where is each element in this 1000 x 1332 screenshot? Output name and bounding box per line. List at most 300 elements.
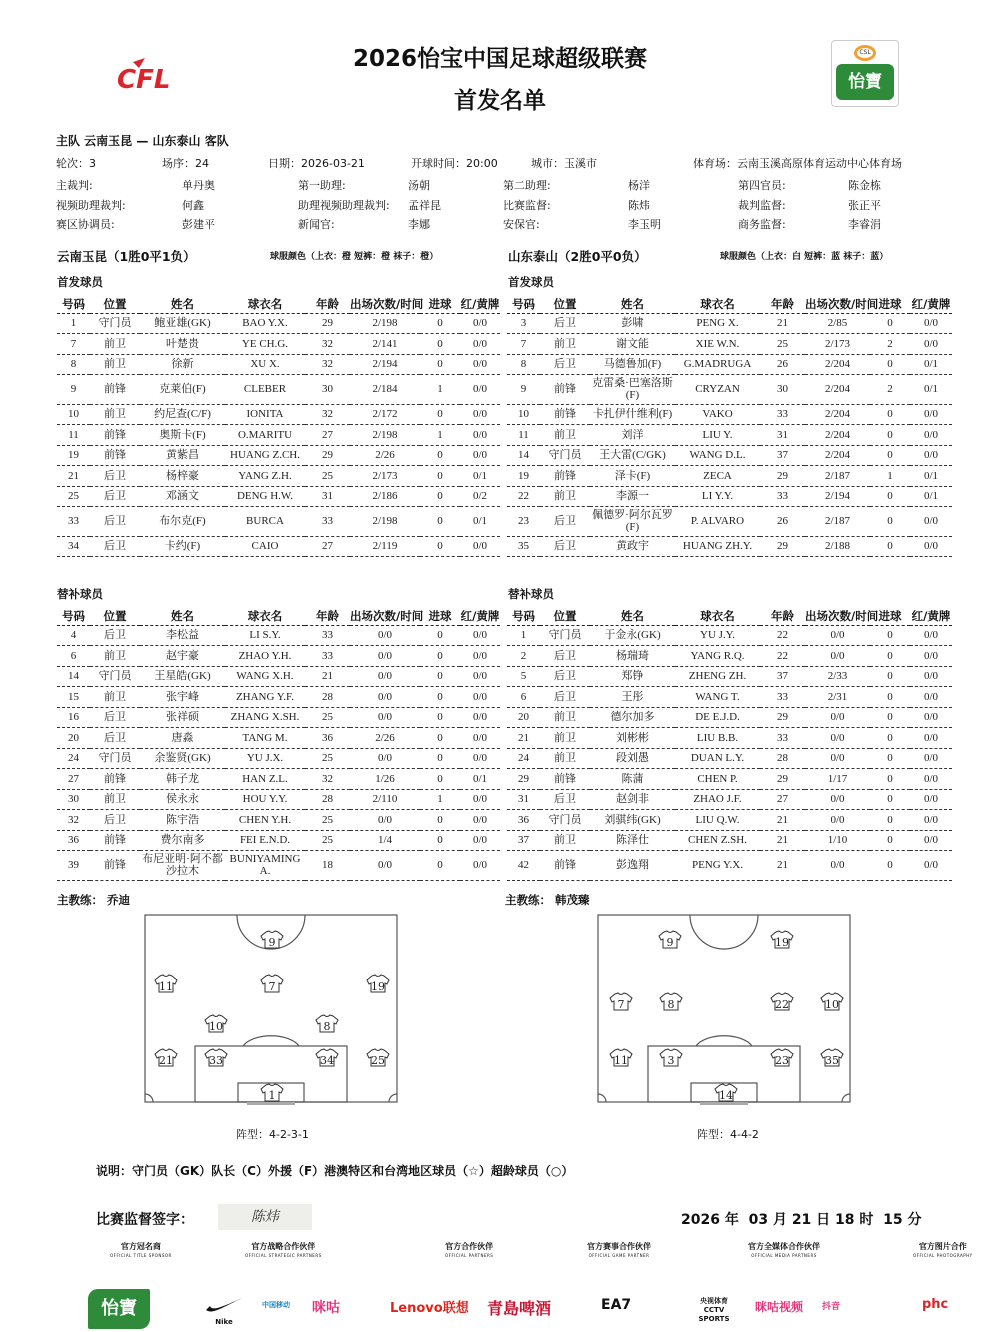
table-row (507, 445, 952, 466)
sponsor-category (913, 1242, 973, 1260)
table-row (507, 687, 952, 708)
cell-age: 29 (760, 536, 805, 557)
cell-name: 泽卡(F) (590, 466, 675, 487)
pitch-outline (598, 915, 850, 1102)
cell-appearances: 2/204 (805, 425, 870, 446)
table-row (507, 851, 952, 881)
cell-age: 33 (305, 646, 350, 667)
cell-number: 23 (507, 507, 540, 537)
cell-number: 20 (507, 707, 540, 728)
away-starters-label: 首发球员 (508, 275, 554, 289)
column-header-position: 位置 (90, 295, 140, 313)
official-value: 陈金栋 (848, 179, 881, 192)
cell-position: 后卫 (90, 625, 140, 646)
cell-age: 21 (760, 851, 805, 881)
cell-cards: 0/0 (460, 375, 500, 405)
cell-number: 19 (507, 466, 540, 487)
cell-shirt-name: IONITA (225, 404, 305, 425)
cell-cards: 0/0 (910, 830, 952, 851)
jersey-number: 34 (320, 1054, 334, 1067)
cell-cards: 0/0 (910, 707, 952, 728)
cell-shirt-name: WANG D.L. (675, 445, 760, 466)
player-jersey-icon (155, 975, 177, 993)
table-row (507, 313, 952, 334)
jersey-number: 19 (775, 936, 789, 949)
cell-appearances: 2/33 (805, 666, 870, 687)
cell-position: 前卫 (540, 425, 590, 446)
player-jersey-icon (316, 1015, 338, 1033)
round: 轮次：3 (56, 157, 96, 170)
cell-age: 32 (305, 404, 350, 425)
table-row (57, 486, 500, 507)
official-label: 新闻官: (298, 218, 335, 231)
cell-cards: 0/1 (910, 375, 952, 405)
cell-name: 鲍亚雄(GK) (140, 313, 225, 334)
cell-age: 21 (760, 313, 805, 334)
cell-position: 后卫 (90, 536, 140, 557)
table-row (507, 536, 952, 557)
table-row (57, 748, 500, 769)
player-jersey-icon (316, 1049, 338, 1067)
cell-number: 20 (57, 728, 90, 749)
jersey-number: 9 (268, 936, 276, 949)
cell-appearances: 0/0 (350, 748, 420, 769)
cell-name: 克雷桑·巴塞洛斯(F) (590, 375, 675, 405)
cell-appearances: 1/4 (350, 830, 420, 851)
cell-position: 前锋 (540, 769, 590, 790)
cell-age: 33 (760, 687, 805, 708)
cell-number: 16 (57, 707, 90, 728)
table-row (507, 375, 952, 405)
player-jersey-icon (659, 931, 681, 949)
cell-age: 26 (760, 507, 805, 537)
cell-shirt-name: LIU Q.W. (675, 810, 760, 831)
cell-age: 25 (305, 466, 350, 487)
cell-cards: 0/0 (910, 769, 952, 790)
cell-goals: 0 (420, 728, 460, 749)
official-label: 助理视频助理裁判: (298, 199, 390, 212)
column-header-name: 姓名 (590, 607, 675, 625)
home-subs-table (57, 607, 500, 881)
jersey-number: 22 (775, 998, 789, 1011)
cell-age: 37 (760, 445, 805, 466)
cell-cards: 0/0 (910, 536, 952, 557)
cell-cards: 0/0 (460, 536, 500, 557)
column-header-position: 位置 (540, 607, 590, 625)
cell-cards: 0/0 (460, 789, 500, 810)
cell-goals: 0 (870, 728, 910, 749)
cell-appearances: 0/0 (805, 789, 870, 810)
cell-cards: 0/0 (460, 354, 500, 375)
official-label: 商务监督: (738, 218, 786, 231)
cell-position: 前卫 (540, 486, 590, 507)
cell-cards: 0/0 (910, 666, 952, 687)
cell-name: 黄政宇 (590, 536, 675, 557)
sponsor-category-en: OFFICIAL TITLE SPONSOR (110, 1253, 172, 1258)
cell-number: 1 (507, 625, 540, 646)
table-row (57, 646, 500, 667)
cell-goals: 0 (420, 486, 460, 507)
signature-label: 比赛监督签字： (96, 1212, 194, 1228)
sponsor-logo-migu-video: 咪咕视频 (755, 1300, 804, 1314)
cell-cards: 0/0 (910, 789, 952, 810)
csl-logo (831, 40, 899, 107)
table-row (507, 769, 952, 790)
cell-goals: 0 (420, 404, 460, 425)
column-header-number: 号码 (57, 295, 90, 313)
cell-name: 段刘愚 (590, 748, 675, 769)
away-formation: 阵型：4-4-2 (697, 1128, 759, 1141)
cell-appearances: 2/198 (350, 313, 420, 334)
cell-number: 10 (57, 404, 90, 425)
table-row (507, 334, 952, 355)
cell-cards: 0/0 (910, 334, 952, 355)
sponsor-logo-tsingtao: 青島啤酒 (487, 1299, 552, 1318)
cell-shirt-name: ZHAO J.F. (675, 789, 760, 810)
cell-position: 后卫 (540, 536, 590, 557)
official-label: 主裁判: (56, 179, 93, 192)
cell-shirt-name: BUNIYAMING A. (225, 851, 305, 881)
cell-position: 前锋 (90, 375, 140, 405)
jersey-number: 7 (617, 998, 625, 1011)
nike-swoosh-icon (204, 1294, 244, 1314)
jersey-number: 10 (825, 998, 839, 1011)
match-order: 场序：24 (162, 157, 209, 170)
cell-shirt-name: BURCA (225, 507, 305, 537)
cell-shirt-name: PENG X. (675, 313, 760, 334)
cell-age: 21 (305, 666, 350, 687)
cell-age: 33 (760, 486, 805, 507)
cell-name: 李松益 (140, 625, 225, 646)
cell-cards: 0/1 (910, 466, 952, 487)
cell-cards: 0/0 (460, 425, 500, 446)
column-header-goals: 进球 (420, 295, 460, 313)
jersey-number: 21 (159, 1054, 173, 1067)
cell-appearances: 2/198 (350, 425, 420, 446)
cell-number: 36 (507, 810, 540, 831)
cell-number: 37 (507, 830, 540, 851)
official-label: 第二助理: (503, 179, 551, 192)
column-header-goals: 进球 (870, 607, 910, 625)
sponsor-name-nike: Nike (215, 1318, 233, 1326)
cell-number: 34 (57, 536, 90, 557)
official-value: 单丹奥 (182, 179, 215, 192)
column-header-number: 号码 (57, 607, 90, 625)
svg-text:CFL: CFL (117, 65, 171, 92)
cell-number: 24 (57, 748, 90, 769)
cell-number: 2 (507, 646, 540, 667)
cell-goals: 1 (420, 425, 460, 446)
table-row (57, 851, 500, 881)
cell-appearances: 2/204 (805, 445, 870, 466)
cell-goals: 0 (870, 404, 910, 425)
cell-age: 27 (760, 789, 805, 810)
cell-name: 杨瑞琦 (590, 646, 675, 667)
table-row (57, 354, 500, 375)
jersey-number: 35 (825, 1054, 839, 1067)
cell-age: 29 (760, 769, 805, 790)
sponsor-category-cn: 官方图片合作 (918, 1242, 967, 1251)
cell-appearances: 2/204 (805, 354, 870, 375)
cell-shirt-name: DENG H.W. (225, 486, 305, 507)
cell-appearances: 2/188 (805, 536, 870, 557)
cell-name: 陈蒲 (590, 769, 675, 790)
home-kit-colors: 球服颜色（上衣：橙 短裤：橙 袜子：橙） (270, 252, 439, 262)
cell-goals: 2 (870, 375, 910, 405)
table-row (57, 334, 500, 355)
cell-goals: 0 (420, 646, 460, 667)
table-row (57, 789, 500, 810)
cell-name: 韩子龙 (140, 769, 225, 790)
cell-number: 32 (57, 810, 90, 831)
cell-position: 前锋 (90, 445, 140, 466)
cell-appearances: 0/0 (805, 851, 870, 881)
cell-cards: 0/0 (460, 313, 500, 334)
cell-age: 28 (305, 789, 350, 810)
away-subs-table (507, 607, 952, 881)
table-row (57, 625, 500, 646)
sponsor-category (587, 1242, 651, 1260)
cell-appearances: 2/85 (805, 313, 870, 334)
cell-appearances: 2/194 (805, 486, 870, 507)
cell-goals: 0 (870, 536, 910, 557)
cell-appearances: 0/0 (805, 707, 870, 728)
jersey-number: 3 (667, 1054, 675, 1067)
center-circle (690, 915, 758, 949)
supervisor-signature: 陈炜 (218, 1204, 312, 1230)
sponsor-category (748, 1242, 820, 1260)
cell-position: 后卫 (540, 646, 590, 667)
cell-name: 余鉴贤(GK) (140, 748, 225, 769)
cell-cards: 0/0 (460, 851, 500, 881)
csl-logo-main: 怡寶 (836, 64, 894, 100)
cell-number: 31 (507, 789, 540, 810)
cell-appearances: 0/0 (350, 646, 420, 667)
cell-appearances: 0/0 (805, 748, 870, 769)
table-header (507, 607, 952, 625)
cell-shirt-name: CRYZAN (675, 375, 760, 405)
table-row (57, 810, 500, 831)
player-jersey-icon (205, 1015, 227, 1033)
table-row (507, 646, 952, 667)
cell-age: 22 (760, 625, 805, 646)
cell-shirt-name: HAN Z.L. (225, 769, 305, 790)
cell-shirt-name: ZHANG X.SH. (225, 707, 305, 728)
cell-position: 前锋 (90, 425, 140, 446)
cell-age: 29 (305, 445, 350, 466)
column-header-goals: 进球 (420, 607, 460, 625)
official-label: 第一助理: (298, 179, 346, 192)
cell-shirt-name: P. ALVARO (675, 507, 760, 537)
cell-number: 33 (57, 507, 90, 537)
cell-goals: 0 (420, 666, 460, 687)
official-value: 李娜 (408, 218, 430, 231)
cell-position: 后卫 (540, 313, 590, 334)
column-header-shirt-name: 球衣名 (675, 607, 760, 625)
cell-shirt-name: CHEN P. (675, 769, 760, 790)
cell-shirt-name: LIU Y. (675, 425, 760, 446)
cell-position: 前锋 (540, 375, 590, 405)
cell-shirt-name: LIU B.B. (675, 728, 760, 749)
cell-cards: 0/1 (460, 466, 500, 487)
cell-position: 后卫 (540, 789, 590, 810)
cell-cards: 0/0 (910, 851, 952, 881)
cell-number: 25 (57, 486, 90, 507)
cell-goals: 0 (420, 810, 460, 831)
cell-age: 36 (305, 728, 350, 749)
player-jersey-icon (261, 931, 283, 949)
cell-age: 29 (760, 707, 805, 728)
cell-shirt-name: XIE W.N. (675, 334, 760, 355)
cell-position: 前卫 (90, 334, 140, 355)
legend-notes: 说明：守门员（GK）队长（C）外援（F）港澳特区和台湾地区球员（☆）超龄球员（○） (96, 1164, 574, 1178)
column-header-position: 位置 (90, 607, 140, 625)
table-row (57, 707, 500, 728)
cell-age: 31 (305, 486, 350, 507)
table-row (507, 425, 952, 446)
cell-number: 1 (57, 313, 90, 334)
cell-position: 前锋 (90, 851, 140, 881)
cell-age: 21 (760, 810, 805, 831)
cell-position: 前卫 (90, 404, 140, 425)
sponsor-category (445, 1242, 493, 1260)
cell-appearances: 2/173 (350, 466, 420, 487)
jersey-number: 11 (159, 980, 173, 993)
table-row (57, 466, 500, 487)
cell-appearances: 2/186 (350, 486, 420, 507)
player-jersey-icon (205, 1049, 227, 1067)
official-label: 裁判监督: (738, 199, 786, 212)
cell-goals: 0 (870, 354, 910, 375)
cell-cards: 0/0 (460, 748, 500, 769)
cell-appearances: 0/0 (805, 625, 870, 646)
cell-position: 后卫 (540, 666, 590, 687)
table-row (507, 728, 952, 749)
cell-name: 奥斯卡(F) (140, 425, 225, 446)
cell-appearances: 2/184 (350, 375, 420, 405)
sponsor-logo-nike (204, 1294, 244, 1326)
city: 城市：玉溪市 (531, 157, 597, 170)
cell-name: 唐淼 (140, 728, 225, 749)
goal (247, 1102, 295, 1105)
cell-appearances: 1/10 (805, 830, 870, 851)
cell-age: 25 (305, 707, 350, 728)
table-row (57, 830, 500, 851)
cell-age: 33 (760, 728, 805, 749)
cell-shirt-name: FEI E.N.D. (225, 830, 305, 851)
stadium: 体育场：云南玉溪高原体育运动中心体育场 (693, 157, 902, 170)
table-row (57, 507, 500, 537)
cell-shirt-name: O.MARITU (225, 425, 305, 446)
cell-age: 32 (305, 334, 350, 355)
cell-position: 后卫 (540, 507, 590, 537)
cell-name: 王大雷(C/GK) (590, 445, 675, 466)
cell-goals: 0 (420, 445, 460, 466)
cell-shirt-name: DUAN L.Y. (675, 748, 760, 769)
cell-name: 叶楚贵 (140, 334, 225, 355)
cell-age: 32 (305, 769, 350, 790)
cell-appearances: 1/26 (350, 769, 420, 790)
cell-goals: 0 (870, 425, 910, 446)
cell-number: 14 (57, 666, 90, 687)
player-jersey-icon (155, 1049, 177, 1067)
cell-age: 37 (760, 666, 805, 687)
cell-appearances: 0/0 (350, 810, 420, 831)
cell-position: 守门员 (540, 445, 590, 466)
cell-position: 后卫 (90, 707, 140, 728)
sponsor-category-cn: 官方战略合作伙伴 (251, 1242, 316, 1251)
cell-number: 21 (57, 466, 90, 487)
cell-position: 前卫 (90, 687, 140, 708)
cell-appearances: 2/141 (350, 334, 420, 355)
player-jersey-icon (660, 1049, 682, 1067)
sponsor-category-en: OFFICIAL GAME PARTNER (588, 1253, 650, 1258)
official-value: 杨洋 (628, 179, 650, 192)
table-row (507, 404, 952, 425)
cell-name: 布尼亚明·阿不都沙拉木 (140, 851, 225, 881)
cell-number: 7 (507, 334, 540, 355)
table-row (57, 404, 500, 425)
official-label: 赛区协调员: (56, 218, 115, 231)
jersey-number: 14 (719, 1089, 733, 1102)
cell-number: 42 (507, 851, 540, 881)
cell-shirt-name: DE E.J.D. (675, 707, 760, 728)
cell-appearances: 2/172 (350, 404, 420, 425)
home-starters-table (57, 295, 500, 557)
cell-goals: 0 (870, 851, 910, 881)
cell-age: 28 (760, 748, 805, 769)
cell-goals: 0 (870, 507, 910, 537)
player-jersey-icon (715, 1084, 737, 1102)
cell-age: 25 (305, 830, 350, 851)
sponsor-category (110, 1242, 172, 1260)
cell-position: 后卫 (90, 810, 140, 831)
cell-cards: 0/1 (910, 486, 952, 507)
cell-goals: 0 (420, 830, 460, 851)
cell-name: 彭逸翔 (590, 851, 675, 881)
cell-name: 卡扎伊什维利(F) (590, 404, 675, 425)
cell-number: 30 (57, 789, 90, 810)
sponsor-logo-migu: 咪咕 (312, 1300, 340, 1316)
cell-number: 14 (507, 445, 540, 466)
sponsor-category-en: OFFICIAL MEDIA PARTNERS (751, 1253, 817, 1258)
cell-position: 前卫 (540, 748, 590, 769)
corner-arc (145, 1094, 153, 1102)
cell-name: 刘洋 (590, 425, 675, 446)
sponsor-category-en: OFFICIAL PARTNERS (445, 1253, 494, 1258)
cell-number: 8 (57, 354, 90, 375)
cell-cards: 0/0 (910, 728, 952, 749)
sponsor-logo-yibao: 怡寶 (88, 1289, 150, 1329)
player-jersey-icon (610, 993, 632, 1011)
sponsor-category-cn: 官方赛事合作伙伴 (587, 1242, 651, 1251)
table-row (57, 687, 500, 708)
cell-position: 后卫 (90, 507, 140, 537)
cell-name: 郑铮 (590, 666, 675, 687)
cell-goals: 0 (870, 789, 910, 810)
sponsor-category-cn: 官方全媒体合作伙伴 (748, 1242, 820, 1251)
cell-shirt-name: YE CH.G. (225, 334, 305, 355)
cell-age: 29 (760, 466, 805, 487)
cell-goals: 0 (420, 687, 460, 708)
cell-position: 前卫 (90, 789, 140, 810)
cell-position: 前卫 (90, 354, 140, 375)
cell-shirt-name: CHEN Z.SH. (675, 830, 760, 851)
cell-cards: 0/0 (460, 404, 500, 425)
cell-position: 前锋 (540, 404, 590, 425)
table-row (57, 728, 500, 749)
cell-name: 德尔加多 (590, 707, 675, 728)
